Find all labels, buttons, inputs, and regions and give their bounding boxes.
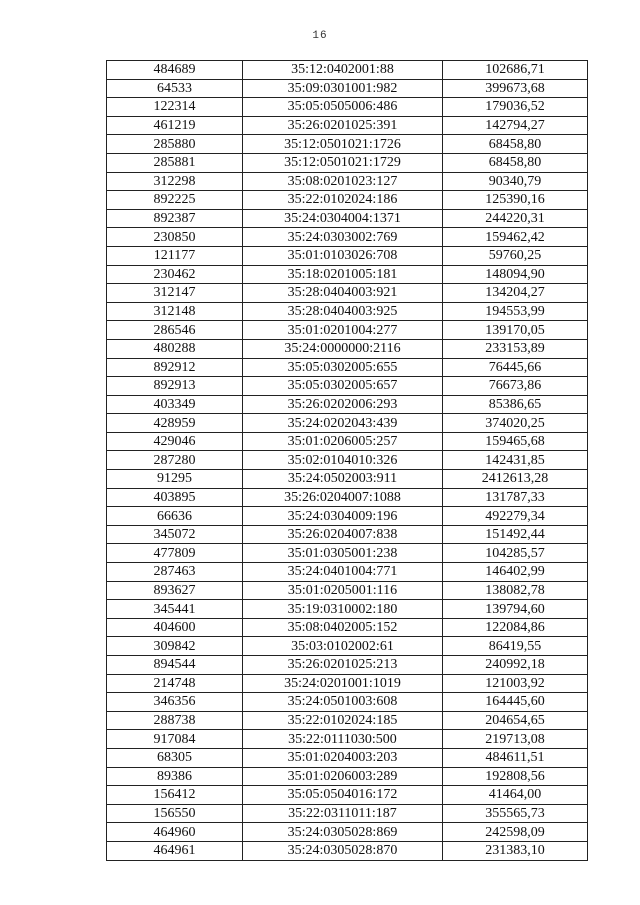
record-id-cell: 428959: [107, 414, 243, 433]
record-id-cell: 892912: [107, 358, 243, 377]
table-row: [107, 488, 588, 507]
record-id-cell: 287280: [107, 451, 243, 470]
record-id-cell: 68305: [107, 748, 243, 767]
cadastral-number-cell: 35:24:0201001:1019: [243, 674, 443, 693]
table-row: [107, 209, 588, 228]
table-row: [107, 302, 588, 321]
table-row: [107, 191, 588, 210]
cadastral-number-cell: 35:28:0404003:921: [243, 284, 443, 303]
cadastral-number-cell: 35:12:0501021:1726: [243, 135, 443, 154]
table-row: [107, 693, 588, 712]
record-id-cell: 345441: [107, 600, 243, 619]
value-cell: 244220,31: [443, 209, 588, 228]
record-id-cell: 286546: [107, 321, 243, 340]
value-cell: 142431,85: [443, 451, 588, 470]
value-cell: 148094,90: [443, 265, 588, 284]
value-cell: 76673,86: [443, 377, 588, 396]
cadastral-number-cell: 35:24:0000000:2116: [243, 339, 443, 358]
cadastral-number-cell: 35:05:0505006:486: [243, 98, 443, 117]
cadastral-number-cell: 35:12:0402001:88: [243, 61, 443, 80]
value-cell: 131787,33: [443, 488, 588, 507]
cadastral-number-cell: 35:01:0201004:277: [243, 321, 443, 340]
cadastral-number-cell: 35:24:0501003:608: [243, 693, 443, 712]
record-id-cell: 484689: [107, 61, 243, 80]
cadastral-number-cell: 35:24:0305028:869: [243, 823, 443, 842]
table-row: [107, 116, 588, 135]
value-cell: 164445,60: [443, 693, 588, 712]
record-id-cell: 121177: [107, 246, 243, 265]
value-cell: 484611,51: [443, 748, 588, 767]
value-cell: 121003,92: [443, 674, 588, 693]
record-id-cell: 287463: [107, 563, 243, 582]
cadastral-number-cell: 35:01:0305001:238: [243, 544, 443, 563]
value-cell: 374020,25: [443, 414, 588, 433]
table-row: [107, 98, 588, 117]
table-row: [107, 284, 588, 303]
record-id-cell: 312298: [107, 172, 243, 191]
table-row: [107, 767, 588, 786]
cadastral-number-cell: 35:26:0204007:838: [243, 525, 443, 544]
cadastral-number-cell: 35:01:0103026:708: [243, 246, 443, 265]
table-row: [107, 432, 588, 451]
table-row: [107, 674, 588, 693]
cadastral-number-cell: 35:28:0404003:925: [243, 302, 443, 321]
record-id-cell: 91295: [107, 470, 243, 489]
cadastral-number-cell: 35:24:0303002:769: [243, 228, 443, 247]
cadastral-number-cell: 35:22:0311011:187: [243, 804, 443, 823]
value-cell: 85386,65: [443, 395, 588, 414]
table-row: [107, 841, 588, 860]
record-id-cell: 892387: [107, 209, 243, 228]
table-row: [107, 265, 588, 284]
cadastral-number-cell: 35:24:0304009:196: [243, 507, 443, 526]
cadastral-number-cell: 35:02:0104010:326: [243, 451, 443, 470]
record-id-cell: 892225: [107, 191, 243, 210]
table-row: [107, 656, 588, 675]
cadastral-number-cell: 35:19:0310002:180: [243, 600, 443, 619]
cadastral-number-cell: 35:26:0201025:391: [243, 116, 443, 135]
record-id-cell: 66636: [107, 507, 243, 526]
cadastral-number-cell: 35:01:0206005:257: [243, 432, 443, 451]
table-row: [107, 358, 588, 377]
record-id-cell: 285880: [107, 135, 243, 154]
value-cell: 151492,44: [443, 525, 588, 544]
value-cell: 68458,80: [443, 135, 588, 154]
cadastral-number-cell: 35:24:0502003:911: [243, 470, 443, 489]
value-cell: 492279,34: [443, 507, 588, 526]
record-id-cell: 312148: [107, 302, 243, 321]
table-row: [107, 61, 588, 80]
record-id-cell: 64533: [107, 79, 243, 98]
record-id-cell: 346356: [107, 693, 243, 712]
record-id-cell: 156550: [107, 804, 243, 823]
table-row: [107, 804, 588, 823]
value-cell: 219713,08: [443, 730, 588, 749]
cadastral-number-cell: 35:24:0304004:1371: [243, 209, 443, 228]
table-row: [107, 748, 588, 767]
record-id-cell: 89386: [107, 767, 243, 786]
cadastral-number-cell: 35:08:0201023:127: [243, 172, 443, 191]
record-id-cell: 477809: [107, 544, 243, 563]
table-row: [107, 246, 588, 265]
record-id-cell: 917084: [107, 730, 243, 749]
record-id-cell: 214748: [107, 674, 243, 693]
record-id-cell: 892913: [107, 377, 243, 396]
value-cell: 76445,66: [443, 358, 588, 377]
value-cell: 139170,05: [443, 321, 588, 340]
value-cell: 355565,73: [443, 804, 588, 823]
record-id-cell: 461219: [107, 116, 243, 135]
record-id-cell: 403349: [107, 395, 243, 414]
value-cell: 122084,86: [443, 618, 588, 637]
record-id-cell: 230462: [107, 265, 243, 284]
cadastral-number-cell: 35:08:0402005:152: [243, 618, 443, 637]
cadastral-number-cell: 35:26:0204007:1088: [243, 488, 443, 507]
table-row: [107, 135, 588, 154]
cadastral-number-cell: 35:03:0102002:61: [243, 637, 443, 656]
record-id-cell: 156412: [107, 786, 243, 805]
table-row: [107, 321, 588, 340]
value-cell: 41464,00: [443, 786, 588, 805]
value-cell: 399673,68: [443, 79, 588, 98]
cadastral-number-cell: 35:05:0302005:657: [243, 377, 443, 396]
cadastral-number-cell: 35:05:0504016:172: [243, 786, 443, 805]
value-cell: 90340,79: [443, 172, 588, 191]
value-cell: 104285,57: [443, 544, 588, 563]
table-row: [107, 786, 588, 805]
table-row: [107, 823, 588, 842]
value-cell: 192808,56: [443, 767, 588, 786]
value-cell: 204654,65: [443, 711, 588, 730]
value-cell: 194553,99: [443, 302, 588, 321]
record-id-cell: 894544: [107, 656, 243, 675]
table-row: [107, 470, 588, 489]
record-id-cell: 464961: [107, 841, 243, 860]
table-row: [107, 79, 588, 98]
table-row: [107, 618, 588, 637]
table-row: [107, 600, 588, 619]
record-id-cell: 122314: [107, 98, 243, 117]
table-row: [107, 377, 588, 396]
record-id-cell: 285881: [107, 153, 243, 172]
table-row: [107, 637, 588, 656]
cadastral-number-cell: 35:22:0111030:500: [243, 730, 443, 749]
value-cell: 159465,68: [443, 432, 588, 451]
cadastral-number-cell: 35:05:0302005:655: [243, 358, 443, 377]
cadastral-number-cell: 35:22:0102024:185: [243, 711, 443, 730]
table-row: [107, 451, 588, 470]
value-cell: 242598,09: [443, 823, 588, 842]
value-cell: 86419,55: [443, 637, 588, 656]
table-row: [107, 711, 588, 730]
cadastral-number-cell: 35:01:0206003:289: [243, 767, 443, 786]
cadastral-number-cell: 35:09:0301001:982: [243, 79, 443, 98]
cadastral-number-cell: 35:26:0201025:213: [243, 656, 443, 675]
value-cell: 138082,78: [443, 581, 588, 600]
record-id-cell: 464960: [107, 823, 243, 842]
table-row: [107, 581, 588, 600]
table-row: [107, 507, 588, 526]
value-cell: 68458,80: [443, 153, 588, 172]
value-cell: 146402,99: [443, 563, 588, 582]
table-row: [107, 228, 588, 247]
value-cell: 59760,25: [443, 246, 588, 265]
table-body: [107, 61, 588, 861]
page-number: 16: [312, 30, 328, 42]
cadastral-number-cell: 35:01:0205001:116: [243, 581, 443, 600]
value-cell: 134204,27: [443, 284, 588, 303]
record-id-cell: 404600: [107, 618, 243, 637]
table-row: [107, 730, 588, 749]
value-cell: 102686,71: [443, 61, 588, 80]
record-id-cell: 288738: [107, 711, 243, 730]
cadastral-number-cell: 35:12:0501021:1729: [243, 153, 443, 172]
record-id-cell: 403895: [107, 488, 243, 507]
value-cell: 231383,10: [443, 841, 588, 860]
value-cell: 179036,52: [443, 98, 588, 117]
cadastral-number-cell: 35:22:0102024:186: [243, 191, 443, 210]
cadastral-number-cell: 35:24:0305028:870: [243, 841, 443, 860]
value-cell: 139794,60: [443, 600, 588, 619]
value-cell: 159462,42: [443, 228, 588, 247]
cadastral-number-cell: 35:01:0204003:203: [243, 748, 443, 767]
cadastral-number-cell: 35:24:0202043:439: [243, 414, 443, 433]
value-cell: 240992,18: [443, 656, 588, 675]
record-id-cell: 893627: [107, 581, 243, 600]
record-id-cell: 429046: [107, 432, 243, 451]
record-id-cell: 480288: [107, 339, 243, 358]
record-id-cell: 309842: [107, 637, 243, 656]
cadastral-number-cell: 35:24:0401004:771: [243, 563, 443, 582]
table-row: [107, 339, 588, 358]
value-cell: 125390,16: [443, 191, 588, 210]
table-row: [107, 414, 588, 433]
cadastral-table: [106, 60, 588, 861]
record-id-cell: 230850: [107, 228, 243, 247]
value-cell: 142794,27: [443, 116, 588, 135]
table-row: [107, 153, 588, 172]
record-id-cell: 345072: [107, 525, 243, 544]
table-row: [107, 525, 588, 544]
value-cell: 233153,89: [443, 339, 588, 358]
record-id-cell: 312147: [107, 284, 243, 303]
value-cell: 2412613,28: [443, 470, 588, 489]
table-row: [107, 395, 588, 414]
table-row: [107, 544, 588, 563]
table-row: [107, 563, 588, 582]
cadastral-number-cell: 35:18:0201005:181: [243, 265, 443, 284]
cadastral-number-cell: 35:26:0202006:293: [243, 395, 443, 414]
table-row: [107, 172, 588, 191]
